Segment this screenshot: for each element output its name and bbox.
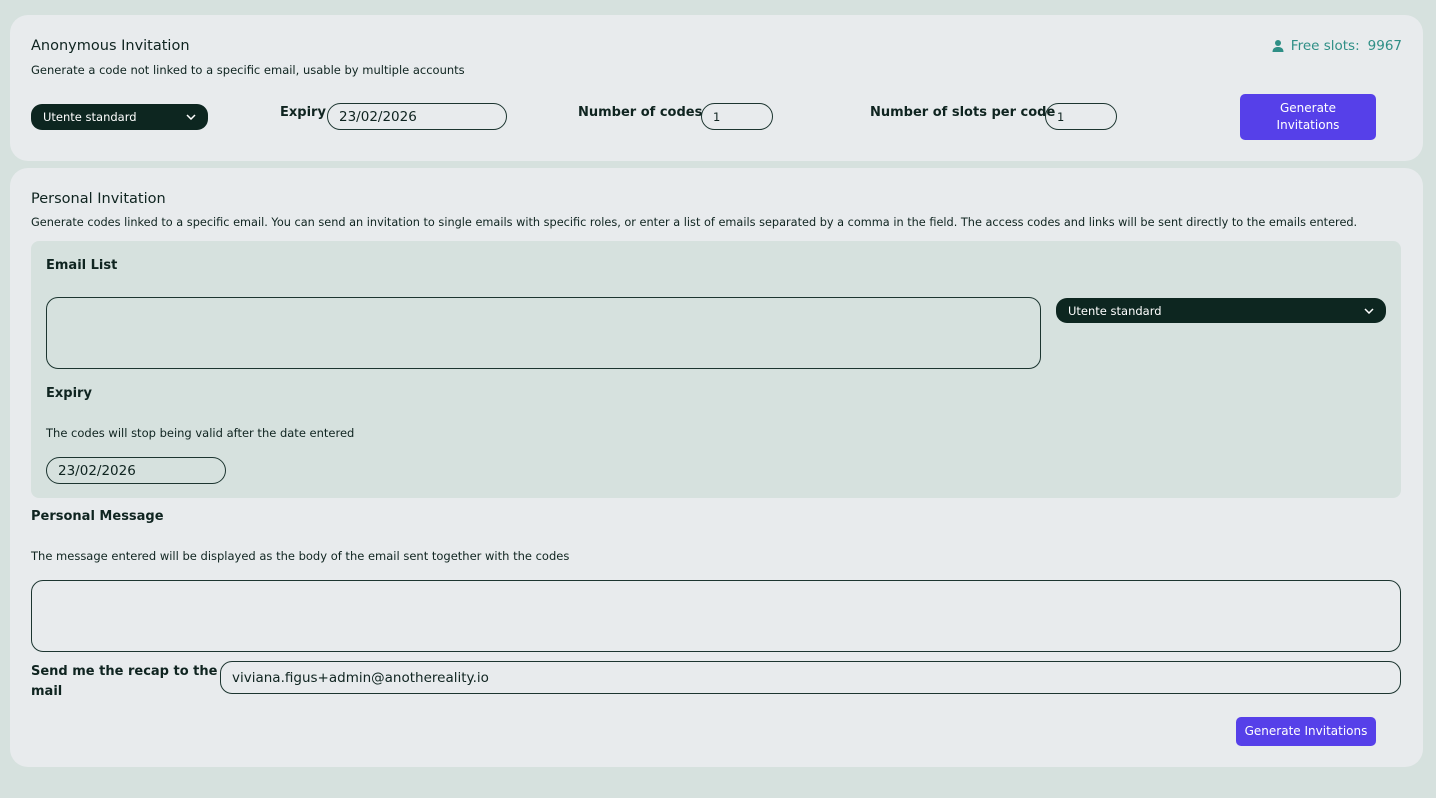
personal-generate-button[interactable]: Generate Invitations	[1236, 717, 1376, 746]
personal-expiry-label: Expiry	[46, 386, 92, 401]
personal-expiry-input[interactable]: 23/02/2026	[46, 457, 226, 484]
personal-expiry-help: The codes will stop being valid after the date entered	[46, 426, 355, 440]
personal-message-help: The message entered will be displayed as the body of the email sent together with the codes	[31, 549, 570, 563]
slots-per-code-input[interactable]: 1	[1045, 103, 1117, 130]
personal-invitation-card	[10, 168, 1423, 767]
email-list-label: Email List	[46, 258, 118, 273]
anonymous-title: Anonymous Invitation	[31, 38, 190, 54]
number-of-codes-label: Number of codes	[578, 105, 703, 120]
recap-label-line1: Send me the recap to the	[31, 664, 218, 679]
recap-label	[31, 662, 217, 702]
free-slots-label: Free slots:	[1290, 38, 1360, 54]
recap-email-input[interactable]: viviana.figus+admin@anothereality.io	[220, 661, 1401, 694]
anonymous-subtitle: Generate a code not linked to a specific email, usable by multiple accounts	[31, 63, 465, 77]
chevron-down-icon	[186, 114, 196, 120]
free-slots-indicator	[1271, 38, 1402, 54]
personal-subtitle: Generate codes linked to a specific email. You can send an invitation to single emails with specific roles, or enter a list of emails separated by a comma in the field. The access codes and links will be sent directly to the emails entered.	[31, 216, 1358, 229]
personal-title: Personal Invitation	[31, 191, 166, 207]
recap-label-line2: mail	[31, 684, 63, 699]
personal-role-select[interactable]	[1056, 298, 1386, 323]
anonymous-generate-label-line2: Invitations	[1276, 118, 1340, 132]
anonymous-role-select[interactable]	[31, 104, 208, 130]
free-slots-value: 9967	[1367, 38, 1402, 54]
anonymous-invitation-card	[10, 15, 1423, 161]
personal-message-label: Personal Message	[31, 509, 164, 524]
anonymous-role-select-value: Utente standard	[43, 110, 137, 124]
personal-role-select-value: Utente standard	[1068, 303, 1162, 318]
anonymous-expiry-input[interactable]: 23/02/2026	[327, 103, 507, 130]
personal-message-textarea[interactable]	[31, 580, 1401, 652]
slots-per-code-label: Number of slots per code	[870, 105, 1056, 120]
user-icon	[1271, 39, 1285, 53]
email-list-panel	[31, 241, 1401, 498]
email-list-textarea[interactable]	[46, 297, 1041, 369]
chevron-down-icon	[1364, 308, 1374, 314]
anonymous-generate-label-line1: Generate	[1279, 100, 1337, 115]
anonymous-expiry-label: Expiry	[280, 105, 326, 120]
number-of-codes-input[interactable]: 1	[701, 103, 773, 130]
anonymous-generate-button[interactable]	[1240, 94, 1376, 140]
